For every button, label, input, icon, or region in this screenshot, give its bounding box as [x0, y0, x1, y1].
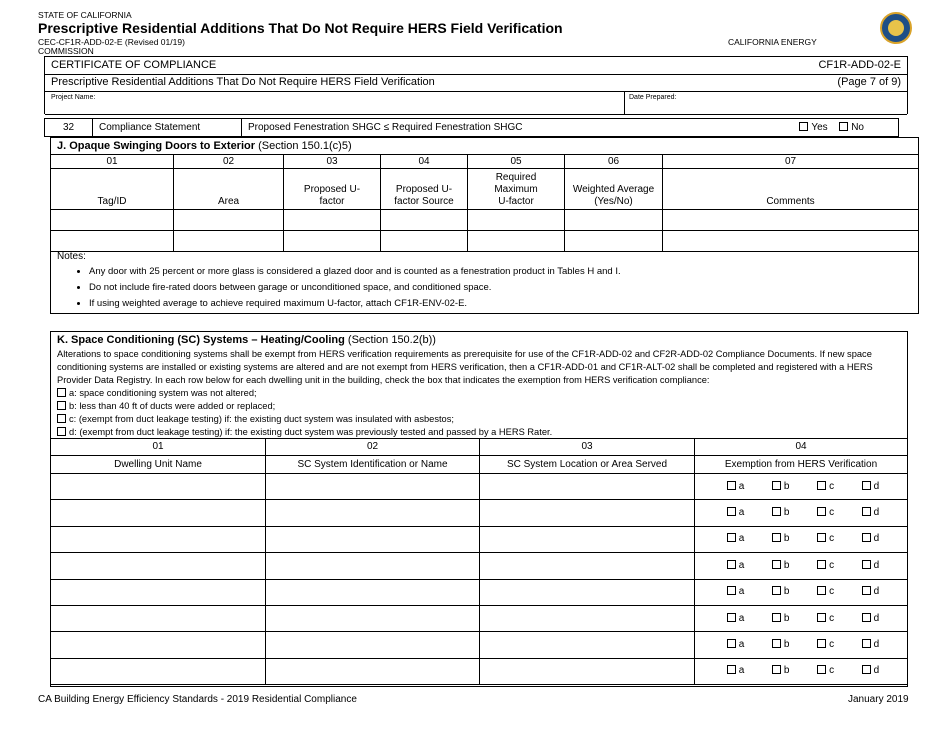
checkbox[interactable] [862, 639, 871, 648]
exemption-option-a[interactable] [727, 665, 745, 677]
exemption-option-b[interactable] [772, 639, 790, 651]
project-name-label: Project Name: [51, 94, 96, 101]
exemption-option-a[interactable] [727, 481, 745, 493]
checkbox[interactable] [862, 586, 871, 595]
checkbox[interactable] [727, 560, 736, 569]
checkbox[interactable] [772, 613, 781, 622]
section-j-title: J. Opaque Swinging Doors to Exterior (Section 150.1(c)5) [57, 140, 352, 152]
checkbox-label: d [873, 612, 880, 624]
section-k-title: K. Space Conditioning (SC) Systems – Heating/Cooling (Section 150.2(b)) [57, 334, 436, 346]
checkbox[interactable] [727, 507, 736, 516]
option-a: a: space conditioning system was not altered; [57, 387, 899, 400]
footer-date: January 2019 [848, 694, 909, 705]
dwelling-unit-cell[interactable] [51, 658, 266, 684]
certificate-subtitle: Prescriptive Residential Additions That Do Not Require HERS Field Verification [51, 76, 435, 88]
table-row [51, 526, 908, 552]
col-header-weighted-average: Weighted Average (Yes/No) [565, 169, 663, 210]
sc-system-id-cell[interactable] [266, 553, 480, 579]
footer-standards: CA Building Energy Efficiency Standards - 2019 Residential Compliance [38, 694, 357, 705]
checkbox[interactable] [817, 481, 826, 490]
checkbox[interactable] [817, 665, 826, 674]
exemption-option-c[interactable] [817, 481, 834, 493]
notes-list [51, 264, 918, 312]
sc-location-cell[interactable] [480, 500, 695, 526]
checkbox[interactable] [862, 613, 871, 622]
exemption-option-b[interactable] [772, 665, 790, 677]
exemption-option-d[interactable] [862, 507, 880, 519]
sc-location-cell[interactable] [480, 632, 695, 658]
option-d-checkbox[interactable] [57, 427, 66, 436]
exemption-option-a[interactable] [727, 639, 745, 651]
table-row [51, 658, 908, 684]
exemption-option-d[interactable] [862, 639, 880, 651]
exemption-cell [695, 474, 908, 500]
exemption-cell [695, 579, 908, 605]
table-row [51, 500, 908, 526]
checkbox-label: a [738, 665, 745, 677]
exemption-cell [695, 500, 908, 526]
checkbox-label: a [738, 586, 745, 598]
col-number: 04 [695, 439, 908, 456]
col-number: 02 [266, 439, 480, 456]
no-checkbox[interactable] [839, 122, 851, 133]
checkbox-label: b [783, 639, 790, 651]
exemption-option-c[interactable] [817, 507, 834, 519]
checkbox[interactable] [772, 507, 781, 516]
form-title: Prescriptive Residential Additions That Do Not Require HERS Field Verification [38, 20, 563, 36]
checkbox[interactable] [727, 613, 736, 622]
checkbox-label: a [738, 507, 745, 519]
sc-location-cell[interactable] [480, 605, 695, 631]
certificate-label: CERTIFICATE OF COMPLIANCE [51, 59, 217, 71]
exemption-option-a[interactable] [727, 586, 745, 598]
checkbox[interactable] [772, 533, 781, 542]
page-indicator: (Page 7 of 9) [837, 76, 901, 88]
col-header-sc-system-id: SC System Identification or Name [266, 456, 480, 474]
col-header-required-max-u-factor: Required Maximum U-factor [468, 169, 565, 210]
checkbox-label: d [873, 665, 880, 677]
checkbox-label: b [783, 665, 790, 677]
checkbox-label: c [829, 480, 835, 492]
col-number: 01 [51, 439, 266, 456]
checkbox-label: d [873, 639, 880, 651]
option-a-checkbox[interactable] [57, 388, 66, 397]
checkbox-label: a [738, 612, 745, 624]
checkbox-label: b [783, 480, 790, 492]
tag-id-cell[interactable] [51, 210, 174, 231]
checkbox[interactable] [862, 507, 871, 516]
checkbox[interactable] [727, 533, 736, 542]
compliance-number: 32 [45, 119, 93, 137]
checkbox-label: a [738, 480, 745, 492]
exemption-option-c[interactable] [817, 560, 834, 572]
commission-label: COMMISSION [38, 46, 94, 56]
checkbox-label: b [783, 612, 790, 624]
notes-label: Notes: [57, 251, 86, 262]
section-j [50, 137, 919, 314]
sc-system-id-cell[interactable] [266, 500, 480, 526]
doors-table [50, 154, 919, 252]
sc-system-id-cell[interactable] [266, 632, 480, 658]
table-row [51, 474, 908, 500]
checkbox[interactable] [817, 533, 826, 542]
checkbox-label: d [873, 586, 880, 598]
exemption-option-d[interactable] [862, 533, 880, 545]
table-row [51, 553, 908, 579]
u-factor-cell[interactable] [284, 210, 381, 231]
exemption-option-a[interactable] [727, 613, 745, 625]
exemption-option-b[interactable] [772, 507, 790, 519]
col-header-sc-location: SC System Location or Area Served [480, 456, 695, 474]
exemption-option-d[interactable] [862, 560, 880, 572]
checkbox-label: c [829, 639, 835, 651]
weighted-average-cell[interactable] [565, 210, 663, 231]
dwelling-unit-cell[interactable] [51, 553, 266, 579]
option-b-checkbox[interactable] [57, 401, 66, 410]
checkbox-label: b [783, 533, 790, 545]
checkbox-label: d [873, 559, 880, 571]
checkbox-label: a [738, 639, 745, 651]
exemption-option-c[interactable] [817, 613, 834, 625]
table-row [51, 231, 919, 252]
exemption-option-b[interactable] [772, 586, 790, 598]
checkbox[interactable] [772, 665, 781, 674]
checkbox-label: c [829, 612, 835, 624]
date-prepared-label: Date Prepared: [629, 94, 677, 101]
exemption-cell [695, 526, 908, 552]
dwelling-unit-cell[interactable] [51, 579, 266, 605]
col-header-exemption: Exemption from HERS Verification [695, 456, 908, 474]
checkbox-label: a [738, 533, 745, 545]
exemption-cell [695, 658, 908, 684]
col-number: 01 [51, 155, 174, 169]
comments-cell[interactable] [663, 231, 919, 252]
exemption-cell [695, 553, 908, 579]
col-number: 03 [480, 439, 695, 456]
checkbox-label: d [873, 507, 880, 519]
checkbox[interactable] [772, 560, 781, 569]
checkbox-label: d [873, 533, 880, 545]
sc-location-cell[interactable] [480, 526, 695, 552]
exemption-option-c[interactable] [817, 533, 834, 545]
sc-systems-table [50, 438, 908, 685]
exemption-option-a[interactable] [727, 560, 745, 572]
exemption-option-d[interactable] [862, 613, 880, 625]
option-d: d: (exempt from duct leakage testing) if: the existing duct system was previously tested and passed by a HERS Rater. [57, 426, 899, 439]
checkbox[interactable] [862, 481, 871, 490]
col-header-area: Area [174, 169, 284, 210]
exemption-option-d[interactable] [862, 586, 880, 598]
section-k-intro: Alterations to space conditioning systems shall be exempt from HERS verification requirements as prerequisite for use of the CF1R-ADD-02 and CF2R-ADD-02 Compliance Documents. If new space conditioning systems are installed or existing systems are altered and are not exempt from HERS verification, then a CF1R-ADD-01 and CF1R-ALT-02 shall be completed and registered with a HERS Provider Data Registry. In each row below for each dwelling unit in the building, check the box that indicates the exemption from HERS verification compliance: [57, 349, 873, 385]
certificate-header [44, 56, 908, 114]
checkbox[interactable] [727, 665, 736, 674]
table-row [51, 632, 908, 658]
certificate-code: CF1R-ADD-02-E [818, 59, 901, 71]
option-c-checkbox[interactable] [57, 414, 66, 423]
table-row [51, 210, 919, 231]
exemption-option-b[interactable] [772, 533, 790, 545]
compliance-options [796, 119, 899, 137]
area-cell[interactable] [174, 210, 284, 231]
exemption-option-b[interactable] [772, 560, 790, 572]
no-label: No [851, 121, 864, 133]
exemption-option-b[interactable] [772, 613, 790, 625]
comments-cell[interactable] [663, 210, 919, 231]
california-energy-commission-seal-icon [880, 12, 912, 44]
yes-checkbox[interactable] [799, 122, 811, 133]
u-factor-cell[interactable] [284, 231, 381, 252]
checkbox[interactable] [817, 613, 826, 622]
dwelling-unit-cell[interactable] [51, 474, 266, 500]
checkbox[interactable] [727, 586, 736, 595]
exemption-cell [695, 605, 908, 631]
checkbox[interactable] [772, 481, 781, 490]
checkbox-label: c [829, 559, 835, 571]
dwelling-unit-cell[interactable] [51, 632, 266, 658]
col-number: 05 [468, 155, 565, 169]
sc-system-id-cell[interactable] [266, 658, 480, 684]
checkbox[interactable] [862, 560, 871, 569]
option-c: c: (exempt from duct leakage testing) if: the existing duct system was insulated with asbestos; [57, 413, 899, 426]
sc-system-id-cell[interactable] [266, 605, 480, 631]
exemption-option-d[interactable] [862, 481, 880, 493]
exemption-option-c[interactable] [817, 665, 834, 677]
exemption-cell [695, 632, 908, 658]
dwelling-unit-cell[interactable] [51, 526, 266, 552]
exemption-option-a[interactable] [727, 507, 745, 519]
checkbox[interactable] [772, 586, 781, 595]
agency-label: CALIFORNIA ENERGY [728, 37, 817, 47]
col-number: 02 [174, 155, 284, 169]
col-header-comments: Comments [663, 169, 919, 210]
exemption-option-b[interactable] [772, 481, 790, 493]
checkbox[interactable] [862, 665, 871, 674]
checkbox[interactable] [817, 639, 826, 648]
col-number: 07 [663, 155, 919, 169]
col-number: 04 [381, 155, 468, 169]
sc-location-cell[interactable] [480, 579, 695, 605]
u-factor-source-cell[interactable] [381, 210, 468, 231]
sc-location-cell[interactable] [480, 658, 695, 684]
sc-location-cell[interactable] [480, 553, 695, 579]
required-u-factor-cell[interactable] [468, 231, 565, 252]
checkbox-label: b [783, 507, 790, 519]
col-header-proposed-u-factor: Proposed U-factor [284, 169, 381, 210]
checkbox[interactable] [862, 533, 871, 542]
note-item: • If using weighted average to achieve required maximum U-factor, attach CF1R-ENV-02-E. [89, 296, 918, 312]
weighted-average-cell[interactable] [565, 231, 663, 252]
section-k [50, 331, 908, 687]
compliance-statement-table [44, 118, 899, 137]
col-header-dwelling-unit: Dwelling Unit Name [51, 456, 266, 474]
checkbox[interactable] [817, 586, 826, 595]
col-header-u-factor-source: Proposed U-factor Source [381, 169, 468, 210]
exemption-option-c[interactable] [817, 639, 834, 651]
col-number: 03 [284, 155, 381, 169]
state-label: STATE OF CALIFORNIA [38, 10, 132, 20]
checkbox[interactable] [817, 507, 826, 516]
sc-system-id-cell[interactable] [266, 474, 480, 500]
checkbox-label: d [873, 480, 880, 492]
exemption-options [57, 387, 899, 439]
table-row [51, 605, 908, 631]
note-item: • Any door with 25 percent or more glass is considered a glazed door and is counted as a fenestration product in Tables H and I. [89, 264, 918, 280]
yes-label: Yes [811, 121, 828, 133]
exemption-option-a[interactable] [727, 533, 745, 545]
col-header-tag-id: Tag/ID [51, 169, 174, 210]
checkbox[interactable] [817, 560, 826, 569]
checkbox-label: b [783, 559, 790, 571]
checkbox[interactable] [727, 639, 736, 648]
sc-system-id-cell[interactable] [266, 579, 480, 605]
checkbox-label: c [829, 507, 835, 519]
checkbox-label: c [829, 586, 835, 598]
dwelling-unit-cell[interactable] [51, 500, 266, 526]
sc-system-id-cell[interactable] [266, 526, 480, 552]
compliance-statement: Proposed Fenestration SHGC ≤ Required Fenestration SHGC [242, 119, 796, 137]
note-item: • Do not include fire-rated doors between garage or unconditioned space, and conditioned space. [89, 280, 918, 296]
checkbox-label: b [783, 586, 790, 598]
checkbox-label: c [829, 665, 835, 677]
checkbox-label: c [829, 533, 835, 545]
checkbox[interactable] [727, 481, 736, 490]
form-number: CEC-CF1R-ADD-02-E (Revised 01/19) [38, 37, 185, 47]
checkbox-label: a [738, 559, 745, 571]
exemption-option-d[interactable] [862, 665, 880, 677]
dwelling-unit-cell[interactable] [51, 605, 266, 631]
checkbox[interactable] [772, 639, 781, 648]
col-number: 06 [565, 155, 663, 169]
area-cell[interactable] [174, 231, 284, 252]
sc-location-cell[interactable] [480, 474, 695, 500]
table-row [51, 579, 908, 605]
compliance-label: Compliance Statement [93, 119, 242, 137]
tag-id-cell[interactable] [51, 231, 174, 252]
required-u-factor-cell[interactable] [468, 210, 565, 231]
u-factor-source-cell[interactable] [381, 231, 468, 252]
option-b: b: less than 40 ft of ducts were added or replaced; [57, 400, 899, 413]
exemption-option-c[interactable] [817, 586, 834, 598]
